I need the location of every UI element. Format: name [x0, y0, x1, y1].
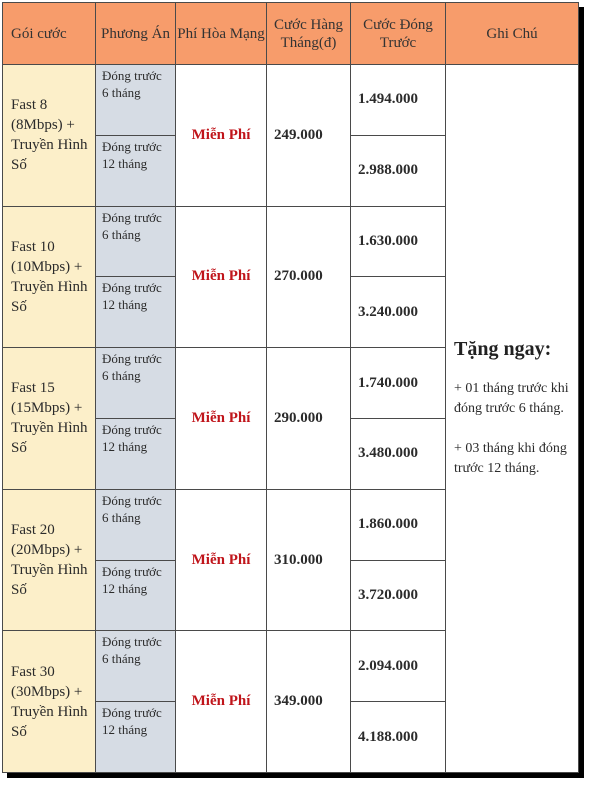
header-row: [3, 3, 579, 65]
monthly-fee: 270.000: [267, 206, 351, 348]
header-plan: Phương Án: [96, 3, 176, 65]
prepaid-fee: 3.480.000: [351, 418, 446, 489]
package-name: Fast 20 (20Mbps) + Truyền Hình Số: [3, 489, 96, 631]
note-cell: [446, 65, 579, 773]
header-monthly-fee: Cước Hàng Tháng(đ): [267, 3, 351, 65]
prepaid-fee: 4.188.000: [351, 702, 446, 773]
price-table: [2, 2, 579, 773]
plan-option: Đóng trước 12 tháng: [96, 702, 176, 773]
plan-option: Đóng trước 6 tháng: [96, 206, 176, 277]
prepaid-fee: 3.720.000: [351, 560, 446, 631]
plan-option: Đóng trước 12 tháng: [96, 560, 176, 631]
prepaid-fee: 1.494.000: [351, 65, 446, 136]
header-note: Ghi Chú: [446, 3, 579, 65]
header-install-fee: Phí Hòa Mạng: [176, 3, 267, 65]
plan-option: Đóng trước 12 tháng: [96, 277, 176, 348]
monthly-fee: 249.000: [267, 65, 351, 207]
note-line: + 01 tháng trước khi đóng trước 6 tháng.: [454, 380, 569, 416]
plan-option: Đóng trước 6 tháng: [96, 489, 176, 560]
note-line: + 03 tháng khi đóng trước 12 tháng.: [454, 440, 567, 476]
plan-option: Đóng trước 6 tháng: [96, 631, 176, 702]
prepaid-fee: 2.094.000: [351, 631, 446, 702]
package-name: Fast 8 (8Mbps) + Truyền Hình Số: [3, 65, 96, 207]
header-prepaid-fee: Cước Đóng Trước: [351, 3, 446, 65]
monthly-fee: 310.000: [267, 489, 351, 631]
table-row: [3, 65, 579, 136]
prepaid-fee: 3.240.000: [351, 277, 446, 348]
install-fee: Miễn Phí: [176, 348, 267, 490]
install-fee: Miễn Phí: [176, 206, 267, 348]
package-name: Fast 10 (10Mbps) + Truyền Hình Số: [3, 206, 96, 348]
prepaid-fee: 1.860.000: [351, 489, 446, 560]
package-name: Fast 15 (15Mbps) + Truyền Hình Số: [3, 348, 96, 490]
prepaid-fee: 1.740.000: [351, 348, 446, 419]
monthly-fee: 290.000: [267, 348, 351, 490]
plan-option: Đóng trước 6 tháng: [96, 348, 176, 419]
plan-option: Đóng trước 6 tháng: [96, 65, 176, 136]
plan-option: Đóng trước 12 tháng: [96, 418, 176, 489]
install-fee: Miễn Phí: [176, 631, 267, 773]
prepaid-fee: 2.988.000: [351, 135, 446, 206]
monthly-fee: 349.000: [267, 631, 351, 773]
package-name: Fast 30 (30Mbps) + Truyền Hình Số: [3, 631, 96, 773]
plan-option: Đóng trước 12 tháng: [96, 135, 176, 206]
prepaid-fee: 1.630.000: [351, 206, 446, 277]
header-package: Gói cước: [3, 3, 96, 65]
install-fee: Miễn Phí: [176, 65, 267, 207]
note-title: Tặng ngay:: [454, 337, 552, 360]
install-fee: Miễn Phí: [176, 489, 267, 631]
